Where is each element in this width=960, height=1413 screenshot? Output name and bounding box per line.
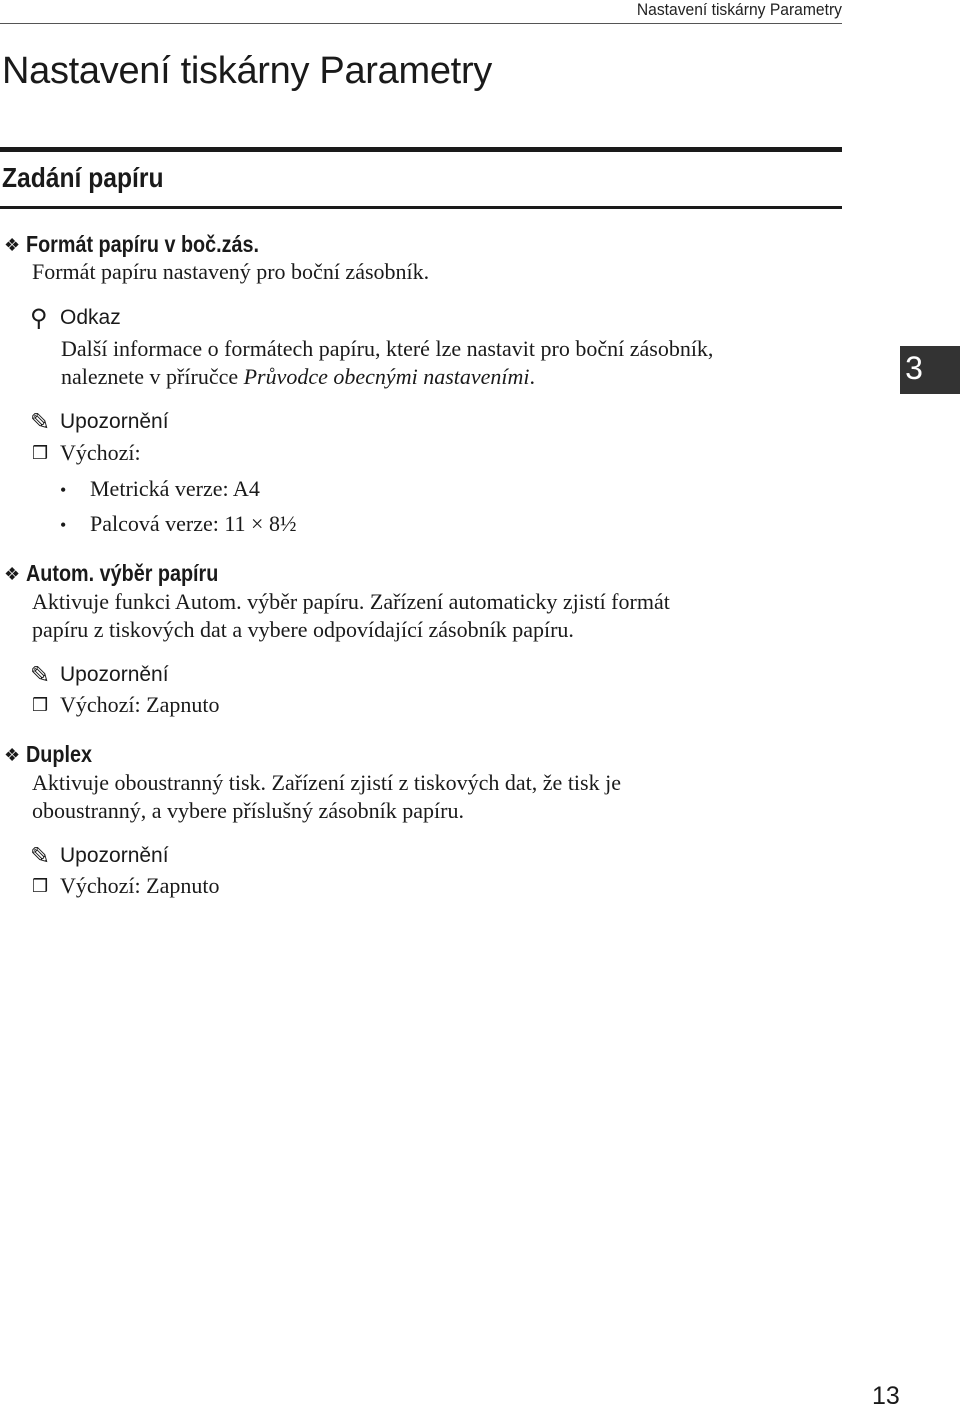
default-value: Výchozí: Zapnuto — [60, 692, 220, 717]
chapter-tab — [900, 346, 960, 394]
diamond-bullet-icon: ❖ — [4, 564, 21, 584]
page-number: 13 — [872, 1382, 900, 1410]
reference-line-2 — [61, 363, 535, 391]
reference-line-1: Další informace o formátech papíru, které lze nastavit pro boční zásobník, — [61, 336, 714, 361]
default-line — [32, 692, 219, 718]
section-rule-top — [0, 147, 842, 152]
bullet-icon: • — [60, 515, 67, 535]
pencil-icon: ✎ — [30, 409, 51, 436]
list-item-text: Metrická verze: A4 — [90, 476, 260, 501]
default-label: Výchozí: — [60, 440, 141, 465]
reference-heading-text: Odkaz — [60, 306, 121, 329]
note-heading-text: Upozornění — [60, 844, 169, 867]
item-heading-text: Duplex — [26, 741, 92, 767]
list-item — [60, 476, 260, 502]
reference-line-2-prefix: naleznete v příručce — [61, 364, 244, 389]
chapter-tab-number: 3 — [905, 350, 923, 386]
list-item — [60, 511, 296, 537]
item-description-line-2: oboustranný, a vybere příslušný zásobník papíru. — [32, 798, 464, 823]
note-heading-text: Upozornění — [60, 410, 169, 433]
item-heading-text: Autom. výběr papíru — [26, 560, 219, 586]
bullet-icon: • — [60, 480, 67, 500]
item-heading-side-tray-size — [4, 231, 297, 258]
item-heading-duplex — [4, 741, 103, 768]
note-heading — [30, 661, 169, 690]
list-item-text: Palcová verze: 11 × 8½ — [90, 511, 297, 536]
checkbox-icon: ❒ — [32, 443, 49, 463]
item-description-line-2: papíru z tiskových dat a vybere odpovídající zásobník papíru. — [32, 617, 574, 642]
running-header-title: Nastavení tiskárny Parametry — [636, 0, 842, 19]
note-heading-text: Upozornění — [60, 663, 169, 686]
item-description-line-1: Aktivuje funkci Autom. výběr papíru. Zařízení automaticky zjistí formát — [32, 589, 670, 614]
manual-title-reference: Průvodce obecnými nastaveními — [243, 364, 530, 389]
page-title: Nastavení tiskárny Parametry — [2, 50, 492, 92]
item-description: Formát papíru nastavený pro boční zásobník. — [32, 259, 430, 284]
default-line — [32, 873, 219, 899]
section-title: Zadání papíru — [2, 162, 164, 193]
reference-heading — [30, 304, 121, 333]
pencil-icon: ✎ — [30, 662, 51, 689]
checkbox-icon: ❒ — [32, 695, 49, 715]
default-line — [32, 440, 141, 466]
item-heading-auto-paper-select — [4, 560, 250, 587]
diamond-bullet-icon: ❖ — [4, 745, 21, 765]
reference-line-2-suffix: . — [529, 364, 536, 389]
note-heading — [30, 408, 169, 437]
default-value: Výchozí: Zapnuto — [60, 873, 220, 898]
diamond-bullet-icon: ❖ — [4, 235, 21, 255]
item-heading-text: Formát papíru v boč.zás. — [26, 231, 260, 257]
checkbox-icon: ❒ — [32, 876, 49, 896]
pencil-icon: ✎ — [30, 843, 51, 870]
magnifier-icon: ⚲ — [30, 305, 48, 332]
item-description-line-1: Aktivuje oboustranný tisk. Zařízení zjistí z tiskových dat, že tisk je — [32, 770, 621, 795]
section-rule-bottom — [0, 206, 842, 209]
note-heading — [30, 842, 169, 871]
running-header — [0, 0, 842, 24]
